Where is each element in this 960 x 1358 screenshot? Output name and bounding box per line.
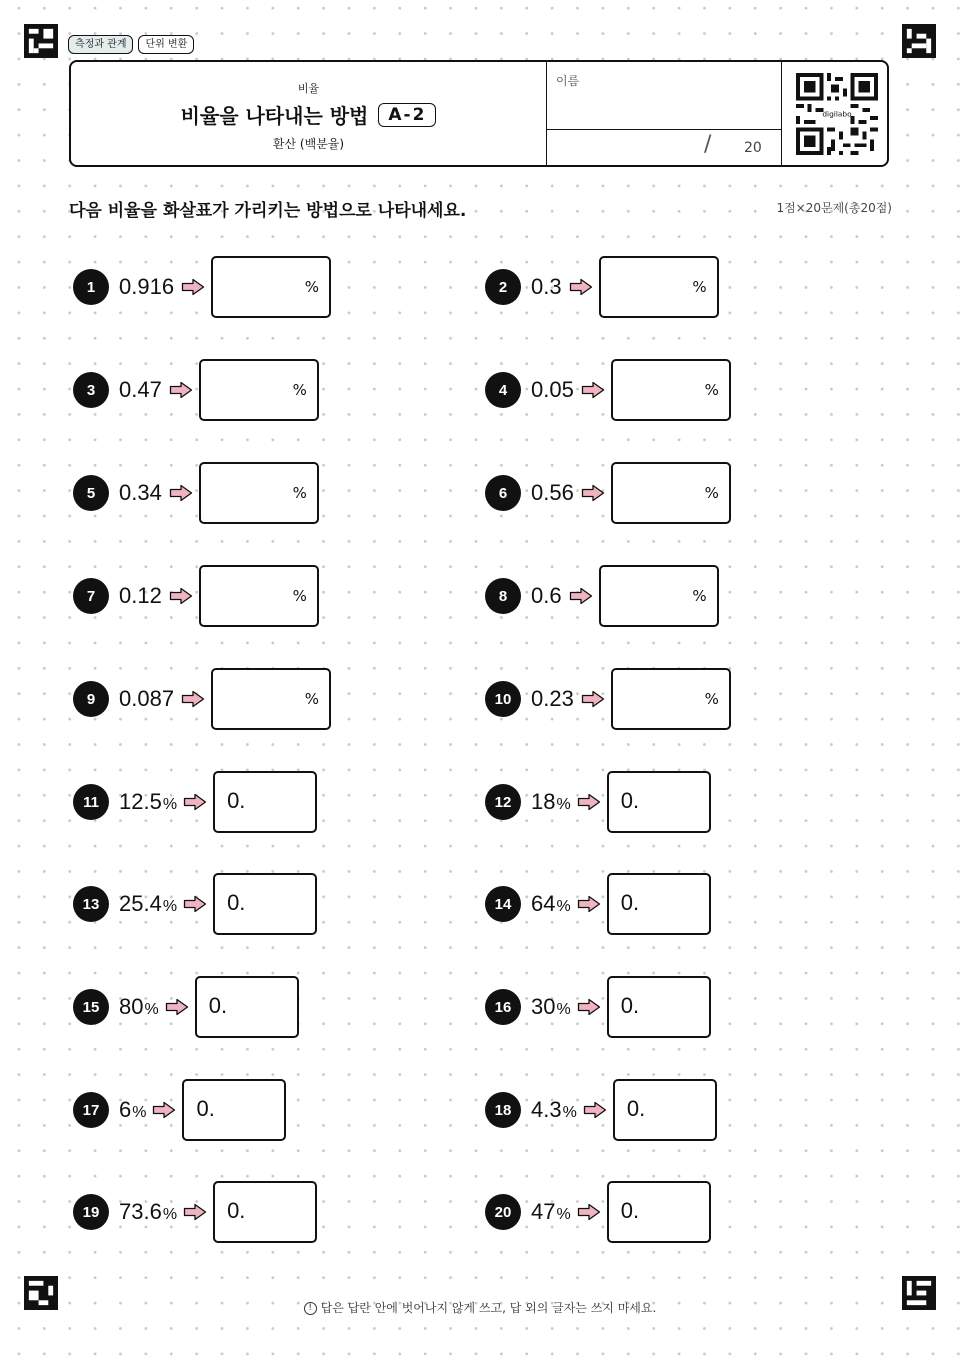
answer-box[interactable]	[213, 873, 317, 935]
problem-value-unit: %	[162, 898, 178, 915]
problem-number: 1	[73, 269, 109, 305]
problem-value-number: 4.3	[531, 1097, 562, 1122]
problem-value	[531, 994, 571, 1020]
page-title: 비율을 나타내는 방법	[180, 104, 369, 128]
points-info: 1점×20문제(총20점)	[776, 201, 892, 215]
problem-7	[73, 565, 319, 627]
arrow-right-icon	[169, 484, 193, 502]
problem-number: 5	[73, 475, 109, 511]
arrow-right-icon	[577, 1203, 601, 1221]
arrow-right-icon	[569, 278, 593, 296]
problem-4	[485, 359, 731, 421]
problem-14	[485, 873, 711, 935]
answer-prefix: 0.	[620, 890, 640, 915]
arrow-right-icon	[181, 690, 205, 708]
problem-number: 15	[73, 989, 109, 1025]
problem-value-unit: %	[556, 1001, 571, 1018]
problem-15	[73, 976, 299, 1038]
arrow-right-icon	[183, 793, 207, 811]
arrow-right-icon	[169, 381, 193, 399]
problem-20	[485, 1181, 711, 1243]
answer-prefix: 0.	[196, 1096, 215, 1121]
problem-value	[119, 686, 175, 712]
answer-prefix: 0.	[620, 788, 640, 813]
corner-marker-top-right	[902, 24, 936, 58]
arrow-right-icon	[569, 587, 593, 605]
problem-number: 13	[73, 886, 109, 922]
arrow-right-icon	[165, 998, 189, 1016]
warning-icon: !	[304, 1302, 317, 1315]
problem-8	[485, 565, 719, 627]
problem-11	[73, 771, 317, 833]
problem-16	[485, 976, 711, 1038]
answer-unit: %	[292, 381, 307, 399]
problem-value-number: 12.5	[119, 789, 162, 814]
answer-prefix: 0.	[626, 1096, 646, 1121]
answer-unit: %	[692, 278, 707, 296]
problem-number: 12	[485, 784, 521, 820]
qr-code-icon	[796, 73, 878, 155]
answer-unit: %	[304, 690, 320, 708]
problem-number: 14	[485, 886, 521, 922]
answer-box[interactable]	[599, 565, 719, 627]
answer-prefix: 0.	[227, 890, 246, 915]
topic-label: 비율	[297, 82, 320, 95]
footer-notice	[0, 1299, 960, 1316]
problem-18	[485, 1079, 717, 1141]
answer-box[interactable]	[195, 976, 299, 1038]
tag-group	[68, 35, 194, 54]
problem-number: 11	[73, 784, 109, 820]
tag-subcategory: 단위 변환	[138, 35, 194, 54]
arrow-right-icon	[581, 484, 605, 502]
problem-value	[531, 1199, 571, 1225]
problem-number: 17	[73, 1092, 109, 1128]
problem-value-unit: %	[132, 1104, 147, 1121]
problem-number: 6	[485, 475, 521, 511]
score-slash: /	[704, 132, 712, 157]
problem-value-number: 6	[119, 1097, 132, 1122]
problem-value-number: 0.12	[119, 583, 162, 608]
problem-3	[73, 359, 319, 421]
problem-value	[531, 480, 575, 506]
problem-value-unit: %	[556, 796, 571, 813]
answer-unit: %	[292, 484, 307, 502]
problem-6	[485, 462, 731, 524]
problem-number: 16	[485, 989, 521, 1025]
answer-box[interactable]	[611, 462, 731, 524]
problem-number: 20	[485, 1194, 521, 1230]
answer-box[interactable]	[199, 462, 319, 524]
answer-box[interactable]	[611, 359, 731, 421]
problem-19	[73, 1181, 317, 1243]
problem-17	[73, 1079, 286, 1141]
problem-value-number: 0.6	[531, 583, 562, 608]
answer-prefix: 0.	[227, 1198, 246, 1223]
answer-box[interactable]	[182, 1079, 286, 1141]
problem-value	[119, 994, 159, 1020]
arrow-right-icon	[577, 793, 601, 811]
problem-value-number: 0.23	[531, 686, 574, 711]
problem-value-number: 30	[531, 994, 556, 1019]
title-row	[71, 100, 546, 129]
problem-value-number: 73.6	[119, 1199, 162, 1224]
answer-box[interactable]	[607, 873, 711, 935]
problem-value	[119, 274, 175, 300]
problem-value-unit: %	[556, 898, 571, 915]
problem-value	[119, 1097, 146, 1123]
problem-value	[531, 583, 563, 609]
problem-value-unit: %	[162, 796, 178, 813]
answer-box[interactable]	[211, 668, 331, 730]
problem-value-number: 64	[531, 891, 556, 916]
problem-value-unit: %	[144, 1001, 159, 1018]
problem-value	[531, 686, 575, 712]
arrow-right-icon	[577, 998, 601, 1016]
answer-unit: %	[692, 587, 707, 605]
problem-value	[119, 583, 163, 609]
score-total: 20	[744, 140, 762, 156]
problem-value-number: 0.34	[119, 480, 162, 505]
qr-panel	[781, 62, 888, 165]
problem-value-number: 25.4	[119, 891, 162, 916]
tag-category: 측정과 관계	[68, 35, 133, 54]
problem-value-number: 0.47	[119, 377, 162, 402]
problem-number: 3	[73, 372, 109, 408]
answer-box[interactable]	[607, 771, 711, 833]
problem-number: 7	[73, 578, 109, 614]
problem-value-number: 0.916	[119, 274, 175, 299]
problem-value-unit: %	[556, 1206, 571, 1223]
answer-box[interactable]	[199, 565, 319, 627]
problem-value-unit: %	[162, 1206, 178, 1223]
footer-text: 답은 답란 안에 벗어나지 않게 쓰고, 답 외의 글자는 쓰지 마세요.	[320, 1301, 657, 1315]
arrow-right-icon	[152, 1101, 176, 1119]
problem-value-number: 0.05	[531, 377, 574, 402]
answer-unit: %	[704, 484, 719, 502]
qr-logo-text: digilabo	[822, 109, 852, 119]
problem-value-unit: %	[562, 1104, 577, 1121]
level-badge: A-2	[378, 103, 436, 127]
answer-prefix: 0.	[620, 1198, 640, 1223]
problem-value-number: 0.3	[531, 274, 562, 299]
worksheet-header	[69, 60, 889, 167]
arrow-right-icon	[183, 1203, 207, 1221]
answer-unit: %	[304, 278, 320, 296]
answer-box[interactable]	[607, 976, 711, 1038]
problem-number: 8	[485, 578, 521, 614]
answer-prefix: 0.	[208, 993, 228, 1018]
answer-box[interactable]	[613, 1079, 717, 1141]
arrow-right-icon	[577, 895, 601, 913]
problem-value	[531, 274, 563, 300]
problem-value	[531, 377, 575, 403]
answer-box[interactable]	[199, 359, 319, 421]
answer-unit: %	[704, 381, 719, 399]
problem-10	[485, 668, 731, 730]
problem-2	[485, 256, 719, 318]
problem-13	[73, 873, 317, 935]
problem-value	[119, 891, 177, 917]
arrow-right-icon	[581, 690, 605, 708]
answer-prefix: 0.	[620, 993, 640, 1018]
problem-9	[73, 668, 331, 730]
problem-value-number: 18	[531, 789, 556, 814]
problem-number: 4	[485, 372, 521, 408]
arrow-right-icon	[583, 1101, 607, 1119]
problem-value-number: 47	[531, 1199, 556, 1224]
problem-number: 9	[73, 681, 109, 717]
arrow-right-icon	[581, 381, 605, 399]
page-subtitle: 환산 (백분율)	[272, 137, 345, 151]
corner-marker-top-left	[24, 24, 58, 58]
problem-value-number: 0.56	[531, 480, 574, 505]
problem-5	[73, 462, 319, 524]
arrow-right-icon	[181, 278, 205, 296]
problem-value	[531, 891, 571, 917]
answer-box[interactable]	[213, 771, 317, 833]
problem-12	[485, 771, 711, 833]
problem-value	[119, 480, 163, 506]
answer-unit: %	[292, 587, 307, 605]
answer-unit: %	[704, 690, 719, 708]
answer-box[interactable]	[211, 256, 331, 318]
problem-value	[531, 789, 571, 815]
answer-box[interactable]	[607, 1181, 711, 1243]
score-field[interactable]	[546, 130, 781, 165]
problem-number: 18	[485, 1092, 521, 1128]
arrow-right-icon	[183, 895, 207, 913]
answer-box[interactable]	[599, 256, 719, 318]
answer-prefix: 0.	[227, 788, 246, 813]
problem-number: 2	[485, 269, 521, 305]
problem-value	[119, 1199, 177, 1225]
problem-value	[531, 1097, 577, 1123]
problem-number: 10	[485, 681, 521, 717]
answer-box[interactable]	[213, 1181, 317, 1243]
arrow-right-icon	[169, 587, 193, 605]
name-label: 이름	[556, 74, 580, 88]
problem-value-number: 80	[119, 994, 144, 1019]
header-title-panel	[71, 62, 547, 165]
answer-box[interactable]	[611, 668, 731, 730]
instruction-text: 다음 비율을 화살표가 가리키는 방법으로 나타내세요.	[69, 201, 467, 221]
problem-value	[119, 789, 177, 815]
problem-1	[73, 256, 331, 318]
problem-number: 19	[73, 1194, 109, 1230]
problem-value-number: 0.087	[119, 686, 175, 711]
problem-value	[119, 377, 163, 403]
